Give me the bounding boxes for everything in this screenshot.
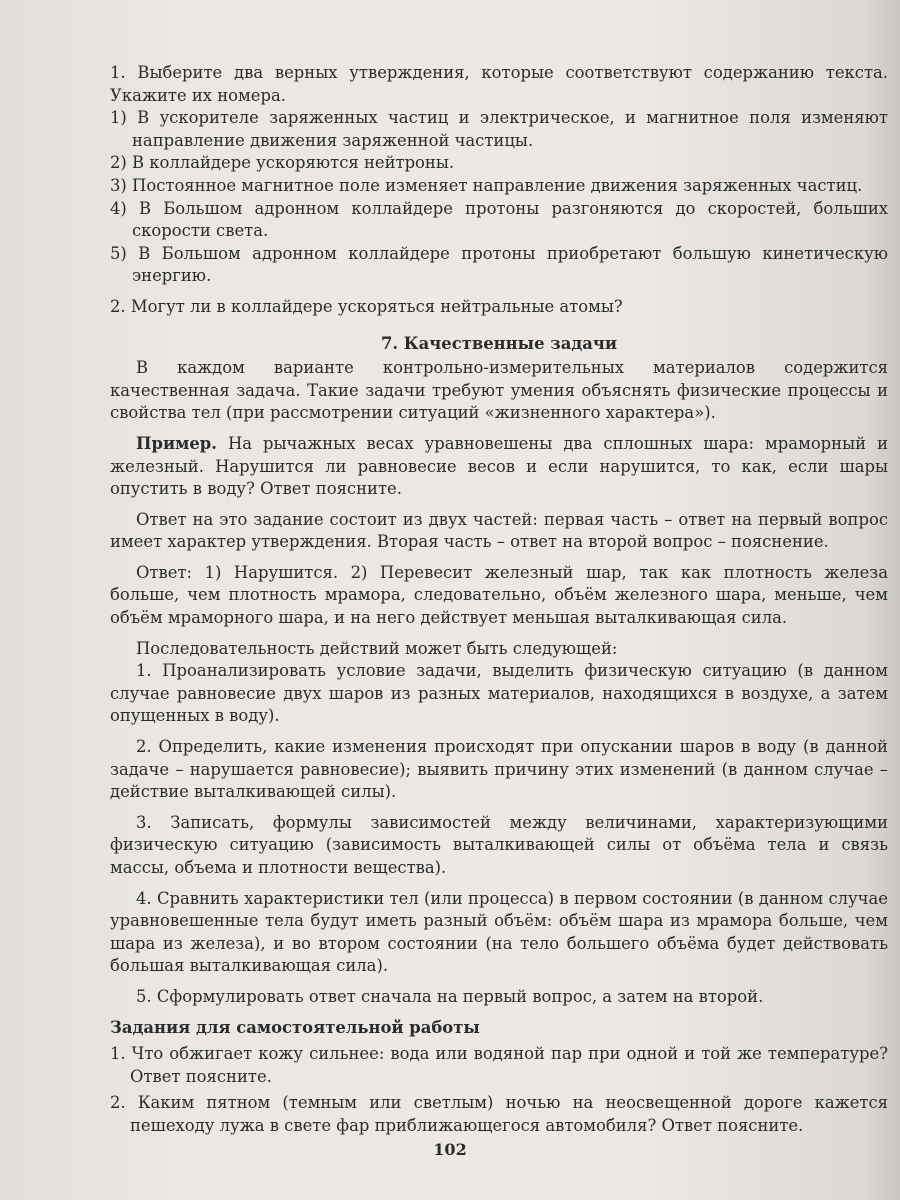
step-3: 3. Записать, формулы зависимостей между величинами, характеризующими физическую ситуацию (зависимость выталкивающей силы от объёма тела и связь массы, объема и плотности вещества). — [110, 812, 888, 877]
self-work-title: Задания для самостоятельной работы — [110, 1017, 480, 1037]
answer-option-1: 1) В ускорителе заряженных частиц и электрическое, и магнитное поля изменяют направление движения заряженной частицы. — [110, 108, 888, 150]
answer-paragraph: Ответ: 1) Нарушится. 2) Перевесит железный шар, так как плотность железа больше, чем плотность мрамора, следовательно, объём железного шара, меньше, чем объём мраморного шара, и на него действует меньшая выталкивающая сила. — [110, 562, 888, 628]
answer-option-5: 5) В Большом адронном коллайдере протоны приобретают большую кинетическую энергию. — [110, 243, 888, 286]
example-text: На рычажных весах уравновешены два сплошных шара: мраморный и железный. Нарушится ли равновесие весов и если нарушится, то как, если шары опустить в воду? Ответ поясните. — [110, 433, 888, 499]
step-4: 4. Сравнить характеристики тел (или процесса) в первом состоянии (в данном случае уравновешенные тела будут иметь разный объём: объём шара из мрамора больше, чем шара из железа), и во втором состоянии (на тело большего объёма будет действовать большая выталкивающая сила). — [110, 888, 888, 976]
page-content — [110, 62, 888, 1142]
section-title: 7. Качественные задачи — [380, 333, 618, 353]
question-1: 1. Выберите два верных утверждения, которые соответствуют содержанию текста. Укажите их номера. — [110, 63, 888, 105]
answer-option-3: 3) Постоянное магнитное поле изменяет направление движения заряженных частиц. — [110, 175, 863, 195]
section-intro: В каждом варианте контрольно-измерительных материалов содержится качественная задача. Такие задачи требуют умения объяснять физические процессы и свойства тел (при рассмотрении ситуаций «жизненного характера»). — [110, 358, 888, 423]
page-number: 102 — [433, 1140, 467, 1159]
step-1: 1. Проанализировать условие задачи, выделить физическую ситуацию (в данном случае равновесие двух шаров из разных материалов, находящихся в воздухе, а затем опущенных в воду). — [110, 661, 888, 726]
task-2: 2. Каким пятном (темным или светлым) ночью на неосвещенной дороге кажется пешеходу лужа в свете фар приближающегося автомобиля? Ответ поясните. — [110, 1093, 888, 1135]
example-label: Пример. — [136, 433, 217, 453]
answer-structure: Ответ на это задание состоит из двух частей: первая часть – ответ на первый вопрос имеет характер утверждения. Вторая часть – ответ на второй вопрос – пояснение. — [110, 509, 888, 552]
answer-option-2: 2) В коллайдере ускоряются нейтроны. — [110, 153, 455, 173]
answer-option-4: 4) В Большом адронном коллайдере протоны разгоняются до скоростей, больших скорости света. — [110, 198, 888, 241]
step-5: 5. Сформулировать ответ сначала на первый вопрос, а затем на второй. — [136, 986, 764, 1006]
example-paragraph — [110, 433, 888, 501]
question-2: 2. Могут ли в коллайдере ускоряться нейтральные атомы? — [110, 296, 623, 316]
step-2: 2. Определить, какие изменения происходят при опускании шаров в воду (в данной задаче – нарушается равновесие); выявить причину этих изменений (в данном случае – действие выталкивающей силы). — [110, 737, 888, 802]
sequence-intro: Последовательность действий может быть следующей: — [136, 638, 618, 658]
task-1: 1. Что обжигает кожу сильнее: вода или водяной пар при одной и той же температуре? Ответ поясните. — [110, 1044, 888, 1086]
